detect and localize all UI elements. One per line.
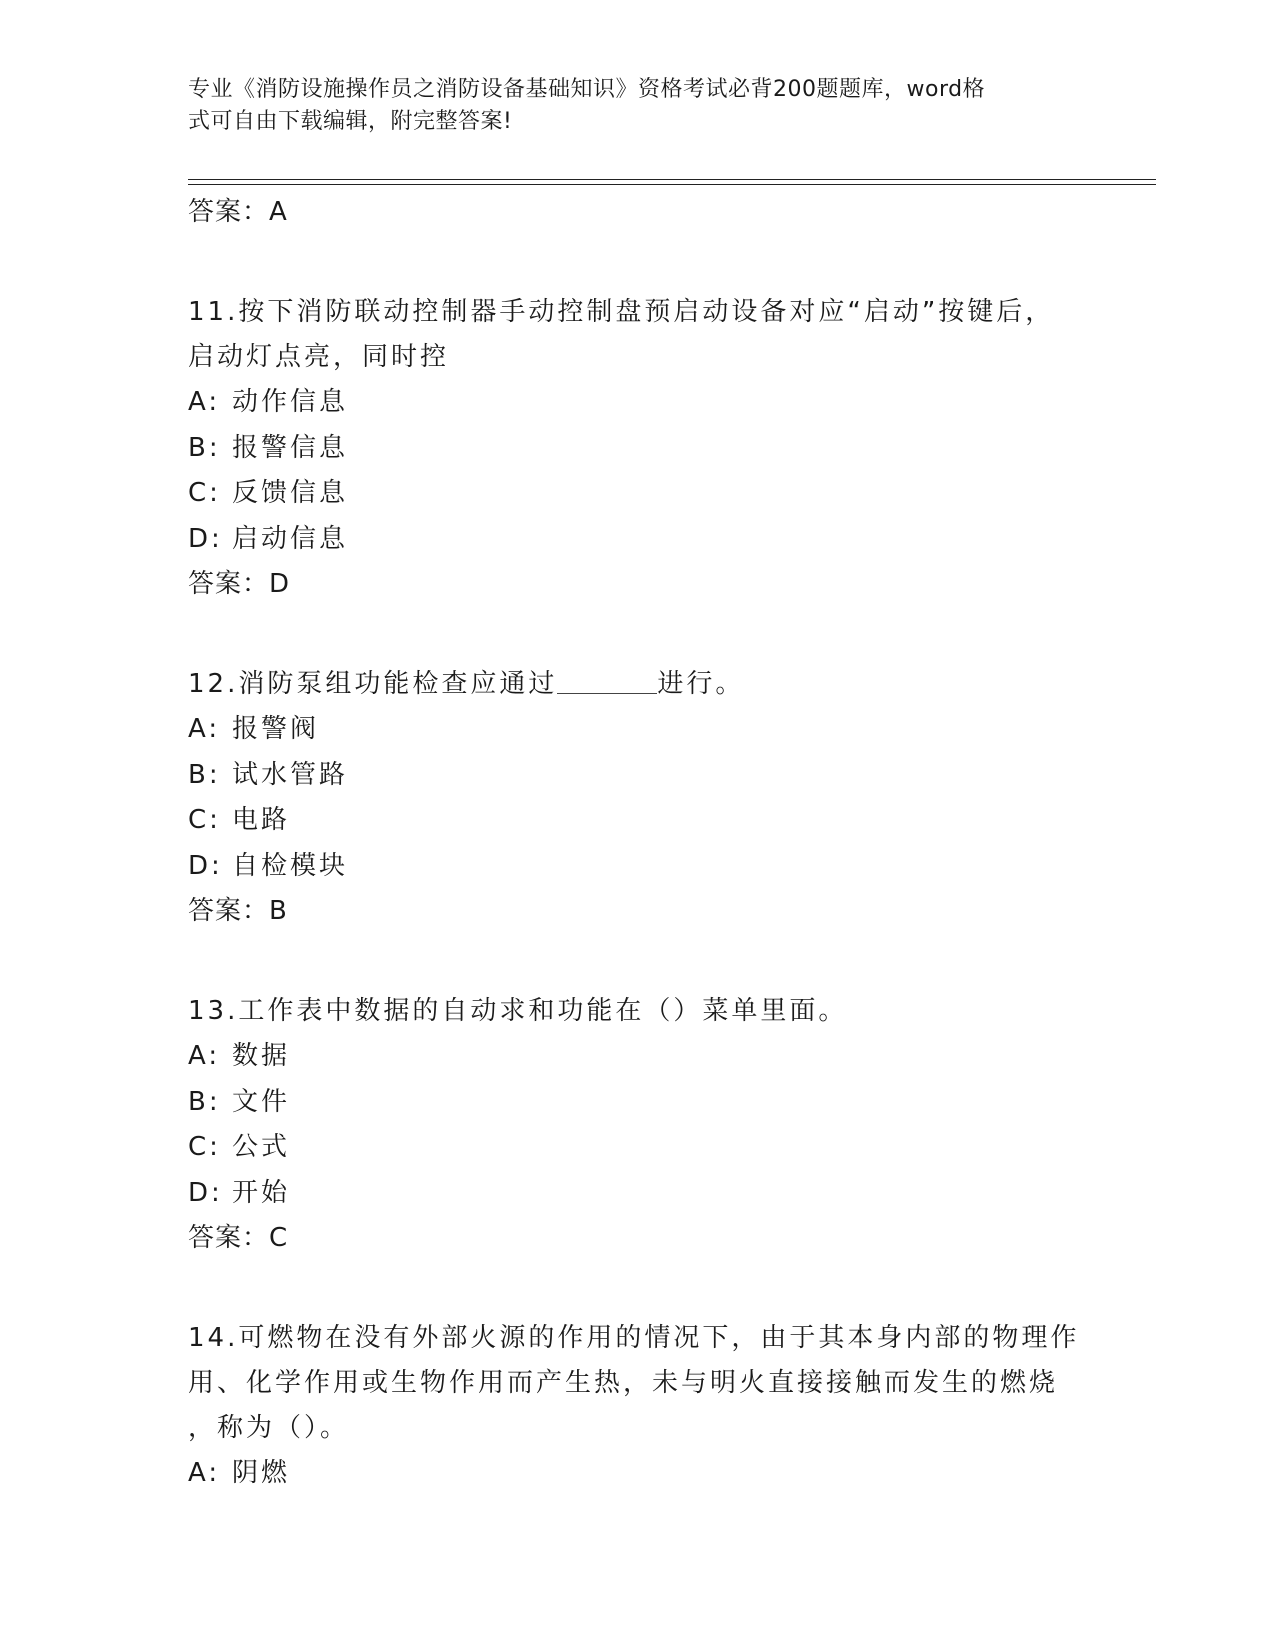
option-text: 电路 [232, 805, 291, 835]
option-key: A: [188, 1041, 221, 1071]
option-a [188, 707, 1088, 753]
option-a [188, 380, 1088, 426]
option-c [188, 471, 1088, 517]
header-rule-bottom [188, 184, 1156, 185]
question-stem-line: 用、化学作用或生物作用而产生热，未与明火直接接触而发生的燃烧 [188, 1368, 1059, 1398]
option-text: 试水管路 [232, 759, 349, 790]
option-text: 开始 [232, 1177, 291, 1208]
question-stem-line: 14.可燃物在没有外部火源的作用的情况下，由于其本身内部的物理作 [188, 1323, 1080, 1353]
option-key: A: [188, 1458, 221, 1488]
option-c [188, 1125, 1088, 1171]
answer-line: 答案：B [188, 896, 288, 926]
question-stem-line: ，称为（）。 [188, 1413, 350, 1443]
spacer [188, 933, 1088, 989]
option-key: D: [188, 850, 223, 881]
previous-answer: 答案：A [188, 197, 288, 227]
option-text: 自检模块 [232, 850, 349, 881]
question-12 [188, 662, 1088, 933]
option-a [188, 1034, 1088, 1080]
question-stem-line: 启动灯点亮，同时控 [188, 342, 450, 372]
option-text: 报警阀 [232, 714, 320, 744]
fill-in-blank [557, 667, 657, 694]
option-text: 动作信息 [232, 387, 349, 417]
header-line-1: 专业《消防设施操作员之消防设备基础知识》资格考试必背200题题库，word格 [188, 77, 986, 102]
option-text: 阴燃 [232, 1458, 291, 1488]
answer-line: 答案：D [188, 569, 291, 599]
header-rule-top [188, 179, 1156, 180]
question-list [188, 190, 1088, 1497]
question-stem-line: 11.按下消防联动控制器手动控制盘预启动设备对应“启动”按键后， [188, 297, 1055, 327]
spacer [188, 606, 1088, 662]
option-key: B: [188, 1086, 221, 1117]
option-d [188, 1171, 1088, 1217]
question-13 [188, 989, 1088, 1260]
spacer [188, 234, 1088, 290]
option-a [188, 1451, 1088, 1497]
spacer [188, 1260, 1088, 1316]
option-d [188, 517, 1088, 563]
option-key: D: [188, 523, 223, 554]
question-stem-line: 13.工作表中数据的自动求和功能在（）菜单里面。 [188, 996, 848, 1026]
option-key: C: [188, 805, 221, 835]
option-key: A: [188, 387, 221, 417]
option-b [188, 1080, 1088, 1126]
stem-text: 进行。 [657, 669, 745, 699]
option-text: 反馈信息 [232, 478, 349, 508]
option-key: A: [188, 714, 221, 744]
option-text: 报警信息 [232, 432, 349, 463]
option-c [188, 798, 1088, 844]
option-key: C: [188, 478, 221, 508]
option-key: C: [188, 1132, 221, 1162]
option-b [188, 426, 1088, 472]
question-11 [188, 290, 1088, 606]
stem-text: 12.消防泵组功能检查应通过 [188, 669, 558, 699]
option-text: 数据 [232, 1041, 291, 1071]
question-14 [188, 1316, 1088, 1497]
option-d [188, 844, 1088, 890]
answer-line: 答案：C [188, 1223, 289, 1253]
option-text: 启动信息 [232, 523, 349, 554]
document-header [188, 74, 1068, 138]
option-text: 文件 [232, 1086, 291, 1117]
header-line-2: 式可自由下载编辑，附完整答案! [188, 109, 513, 134]
question-stem-line [188, 662, 1088, 707]
option-key: B: [188, 432, 221, 463]
option-b [188, 753, 1088, 799]
option-key: D: [188, 1177, 223, 1208]
option-key: B: [188, 759, 221, 790]
option-text: 公式 [232, 1132, 291, 1162]
